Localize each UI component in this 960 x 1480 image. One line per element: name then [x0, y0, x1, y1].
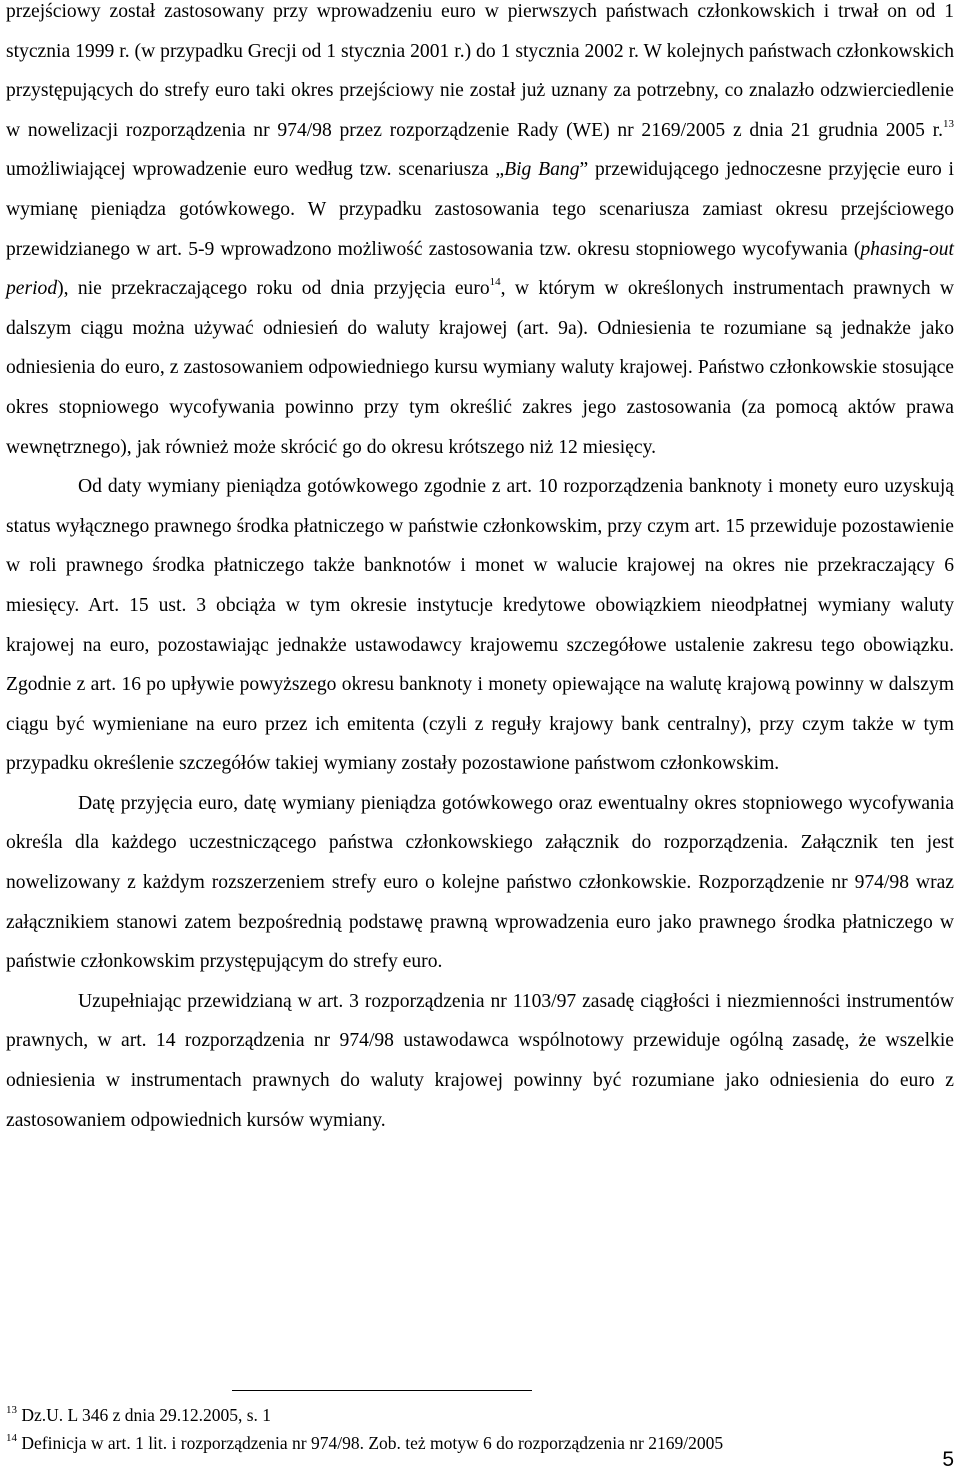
text-run: przejściowy został zastosowany przy wprowadzeniu euro w pierwszych państwach członkowskich i trwał on od 1 stycznia 1999 r. (w przypadku Grecji od 1 stycznia 2001 r.) do 1 stycznia 2002 r. W kolejnych państwach członkowskich przystępujących do strefy euro taki okres przejściowy nie został już uznany za potrzebny, co znalazło odzwierciedlenie w nowelizacji rozporządzenia nr 974/98 przez rozporządzenie Rady (WE) nr 2169/2005 z dnia 21 grudnia 2005 r.	[6, 1, 954, 141]
footnote-text: Dz.U. L 346 z dnia 29.12.2005, s. 1	[17, 1405, 272, 1425]
body-text	[6, 0, 954, 1140]
paragraph	[6, 784, 954, 982]
footnote	[6, 1401, 954, 1429]
footnote-reference[interactable]: 14	[489, 276, 501, 289]
page-number: 5	[942, 1448, 954, 1471]
text-run: Od daty wymiany pieniądza gotówkowego zgodnie z art. 10 rozporządzenia banknoty i monety euro uzyskują status wyłącznego prawnego środka płatniczego w państwie członkowskim, przy czym art. 15 przewiduje pozostawienie w roli prawnego środka płatniczego także banknotów i monet w walucie krajowej na okres nie przekraczający 6 miesięcy. Art. 15 ust. 3 obciąża w tym okresie instytucje kredytowe obowiązkiem nieodpłatnej wymiany waluty krajowej na euro, pozostawiając jednakże ustawodawcy krajowemu szczegółowe ustalenie zakresu tego obowiązku. Zgodnie z art. 16 po upływie powyższego okresu banknoty i monety opiewające na walutę krajową powinny w dalszym ciągu być wymieniane na euro przez ich emitenta (czyli z reguły krajowy bank centralny), przy czym także w tym przypadku określenie szczegółów takiej wymiany zostały pozostawione państwom członkowskim.	[6, 476, 954, 775]
text-run: Uzupełniając przewidzianą w art. 3 rozporządzenia nr 1103/97 zasadę ciągłości i niezmienności instrumentów prawnych, w art. 14 rozporządzenia nr 974/98 ustawodawca wspólnotowy przewiduje ogólną zasadę, że wszelkie odniesienia w instrumentach prawnych do waluty krajowej powinny być rozumiane jako odniesienia do euro z zastosowaniem odpowiednich kursów wymiany.	[6, 990, 954, 1131]
paragraph	[6, 0, 954, 467]
paragraph	[6, 467, 954, 784]
footnote	[6, 1429, 954, 1457]
text-run: ” przewidującego jednoczesne przyjęcie euro i wymianę pieniądza gotówkowego. W przypadku zastosowania tego scenariusza zamiast okresu przejściowego przewidzianego w art. 5-9 wprowadzono możliwość zastosowania tzw. okresu stopniowego wycofywania (	[6, 159, 955, 260]
footnote-text: Definicja w art. 1 lit. i rozporządzenia nr 974/98. Zob. też motyw 6 do rozporządzenia nr 2169/2005	[17, 1433, 724, 1453]
footnote-number: 14	[6, 1432, 17, 1444]
italic-term: Big Bang	[504, 159, 580, 181]
footnote-reference[interactable]: 13	[943, 117, 954, 130]
footnote-separator	[232, 1390, 532, 1391]
footnotes	[6, 1401, 954, 1457]
footnote-number: 13	[6, 1404, 17, 1416]
text-run: Datę przyjęcia euro, datę wymiany pieniądza gotówkowego oraz ewentualny okres stopniowego wycofywania określa dla każdego uczestniczącego państwa członkowskiego załącznik do rozporządzenia. Załącznik ten jest nowelizowany z każdym rozszerzeniem strefy euro o kolejne państwo członkowskie. Rozporządzenie nr 974/98 wraz załącznikiem stanowi zatem bezpośrednią podstawę prawną wprowadzenia euro jako prawnego środka płatniczego w państwie członkowskim przystępującym do strefy euro.	[6, 792, 954, 973]
text-run: umożliwiającej wprowadzenie euro według tzw. scenariusza „	[6, 159, 505, 181]
text-run: , w którym w określonych instrumentach prawnych w dalszym ciągu można używać odniesień do waluty krajowej (art. 9a). Odniesienia te rozumiane są jednakże jako odniesienia do euro, z zastosowaniem odpowiedniego kursu wymiany waluty krajowej. Państwo członkowskie stosujące okres stopniowego wycofywania powinno przy tym określić zakres jego zastosowania (za pomocą aktów prawa wewnętrznego), jak również może skrócić go do okresu krótszego niż 12 miesięcy.	[6, 278, 954, 458]
paragraph	[6, 982, 954, 1140]
italic-term: phasing-out period	[6, 238, 954, 300]
text-run: ), nie przekraczającego roku od dnia przyjęcia euro	[57, 278, 490, 300]
